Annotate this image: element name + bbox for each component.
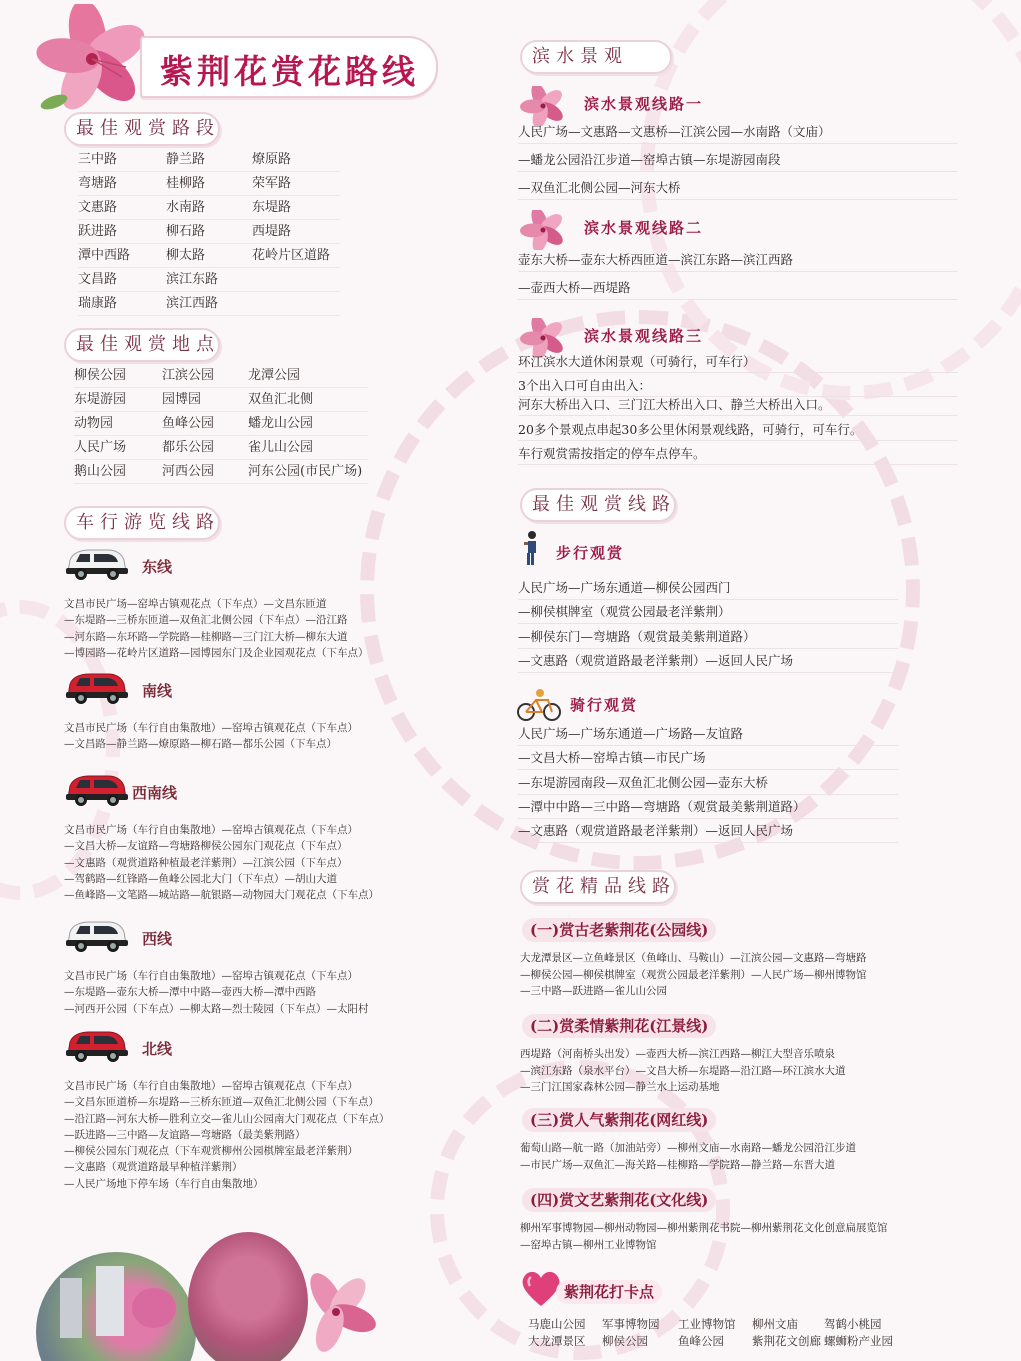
- route-line: 文昌市民广场（车行自由集散地）—窑埠古镇观花点（下车点）: [64, 824, 358, 836]
- car-route-name: 西线: [142, 930, 173, 948]
- waterfront-route-line: —蟠龙公园沿江步道—窑埠古镇—东堤游园南段: [518, 148, 958, 172]
- route-line: 文昌市民广场（车行自由集散地）—窑埠古镇观花点（下车点）: [64, 970, 358, 982]
- best-spots-list: [74, 364, 368, 484]
- route-line: —三门江国家森林公园—静兰水上运动基地: [520, 1081, 720, 1093]
- viewing-spot-item: 东堤游园: [74, 388, 162, 412]
- route-line: —文惠路（观赏道路最早种植洋紫荆）: [64, 1161, 243, 1174]
- checkin-item: 驾鹤小桃园: [824, 1317, 882, 1331]
- walk-route-line: —文惠路（观赏道路最老洋紫荆）—返回人民广场: [518, 649, 898, 673]
- waterfront-route-line: 3个出入口可自由出入：: [518, 375, 958, 397]
- road-section-item: 文惠路: [78, 196, 166, 220]
- bauhinia-flower-icon: [296, 1262, 376, 1361]
- route-line: 文昌市民广场（车行自由集散地）—窑埠古镇观花点（下车点）: [64, 1080, 358, 1092]
- red-car-icon: [64, 1028, 130, 1064]
- waterfront-heading: 滨水景观: [520, 40, 672, 74]
- checkin-item: 大龙潭景区: [528, 1334, 586, 1348]
- car-route-name: 东线: [142, 558, 173, 576]
- page-title: 紫荆花赏花路线: [160, 52, 419, 91]
- car-tours-heading: 车行游览线路: [64, 506, 220, 540]
- tree-bauhinia-photo: [188, 1232, 308, 1361]
- road-section-item: 滨江西路: [166, 292, 252, 316]
- fine-route-text: [520, 1220, 888, 1253]
- checkin-item: 军事博物园: [602, 1317, 660, 1331]
- route-line: 文昌市民广场—窑埠古镇观花点（下车点）—文昌东匝道: [64, 598, 327, 610]
- checkin-item: 柳州文庙: [752, 1317, 798, 1331]
- white-car-icon: [64, 546, 130, 582]
- waterfront-route-line: —双鱼汇北侧公园—河东大桥: [518, 176, 958, 200]
- checkin-item: 鱼峰公园: [678, 1334, 724, 1348]
- best-routes-heading: 最佳观赏线路: [520, 488, 676, 522]
- ride-route-line: —潭中中路—三中路—弯塘路（观赏最美紫荆道路）: [518, 795, 898, 819]
- bicycle-icon: [516, 688, 564, 726]
- road-section-item: 跃进路: [78, 220, 166, 244]
- road-section-item: 桂柳路: [166, 172, 252, 196]
- route-line: 葡萄山路—航一路（加油站旁）—柳州文庙—水南路—蟠龙公园沿江步道: [520, 1142, 856, 1154]
- car-route-name: 南线: [142, 682, 173, 700]
- waterfront-route-line: 20多个景观点串起30多公里休闲景观线路，可骑行，可车行。: [518, 419, 958, 441]
- road-section-item: 潭中西路: [78, 244, 166, 268]
- viewing-spot-item: 动物园: [74, 412, 162, 436]
- route-line: —沿江路—河东大桥—胜利立交—雀儿山公园南大门观花点（下车点）: [64, 1112, 390, 1125]
- viewing-spot-item: 河西公园: [162, 460, 248, 484]
- route-line: 柳州军事博物园—柳州动物园—柳州紫荆花书院—柳州紫荆花文化创意扁展览馆: [520, 1222, 888, 1234]
- road-section-item: 瑞康路: [78, 292, 166, 316]
- bauhinia-flower-icon: [32, 4, 152, 118]
- route-line: —文惠路（观赏道路种植最老洋紫荆）—江滨公园（下车点）: [64, 856, 348, 869]
- fine-route-text: [520, 950, 867, 1000]
- fine-route-title: (一)赏古老紫荆花(公园线): [522, 918, 716, 942]
- road-section-item: 文昌路: [78, 268, 166, 292]
- road-section-item: 三中路: [78, 148, 166, 172]
- route-line: 西堤路（河南桥头出发）—壶西大桥—滨江西路—柳江大型音乐喷泉: [520, 1048, 835, 1060]
- road-section-item: 柳石路: [166, 220, 252, 244]
- walk-route-line: 人民广场—广场东通道—柳侯公园西门: [518, 576, 898, 600]
- route-line: —市民广场—双鱼汇—海关路—桂柳路—学院路—静兰路—东晋大道: [520, 1158, 835, 1171]
- red-car-icon: [64, 772, 130, 808]
- viewing-spot-item: 柳侯公园: [74, 364, 162, 388]
- ride-route-line: —文昌大桥—窑埠古镇—市民广场: [518, 746, 898, 770]
- viewing-spot-item: 河东公园(市民广场): [248, 460, 368, 484]
- route-line: —东堤路—三桥东匝道—双鱼汇北侧公园（下车点）—沿江路: [64, 614, 348, 627]
- route-line: —人民广场地下停车场（车行自由集散地）: [64, 1177, 264, 1190]
- road-section-item: 水南路: [166, 196, 252, 220]
- city-bauhinia-photo: [36, 1252, 196, 1361]
- road-section-item: 燎原路: [252, 148, 340, 172]
- route-line: —河西开公园（下车点）—柳太路—烈士陵园（下车点）—太阳村: [64, 1002, 369, 1015]
- waterfront-route-line: 人民广场—文惠路—文惠桥—江滨公园—水南路（文庙）: [518, 120, 958, 144]
- route-line: —窑埠古镇—柳州工业博物馆: [520, 1238, 657, 1251]
- viewing-spot-item: 江滨公园: [162, 364, 248, 388]
- ride-route-line: —东堤游园南段—双鱼汇北侧公园—壶东大桥: [518, 771, 898, 795]
- car-route-name: 北线: [142, 1040, 173, 1058]
- car-route-text: [64, 1078, 390, 1192]
- viewing-spot-item: 雀儿山公园: [248, 436, 368, 460]
- fine-route-title: (三)赏人气紫荆花(网红线): [522, 1108, 716, 1132]
- route-line: —滨江东路（泉水平台）—文昌大桥—东堤路—沿江路—环江滨水大道: [520, 1064, 846, 1077]
- walk-route-line: —柳侯棋牌室（观赏公园最老洋紫荆）: [518, 600, 898, 624]
- ride-title: 骑行观赏: [570, 696, 639, 714]
- viewing-spot-item: 园博园: [162, 388, 248, 412]
- road-section-item: 东堤路: [252, 196, 340, 220]
- road-section-item: [252, 268, 340, 292]
- route-line: —跃进路—三中路—友谊路—弯塘路（最美紫荆路）: [64, 1128, 306, 1141]
- checkin-list: [528, 1316, 924, 1350]
- viewing-spot-item: 龙潭公园: [248, 364, 368, 388]
- road-section-item: 弯塘路: [78, 172, 166, 196]
- best-sections-heading: 最佳观赏路段: [64, 112, 220, 146]
- route-line: —文昌东匝道桥—东堤路—三桥东匝道—双鱼汇北侧公园（下车点）: [64, 1096, 379, 1109]
- route-line: —文昌大桥—友谊路—弯塘路柳侯公园东门观花点（下车点）: [64, 840, 348, 853]
- fine-route-text: [520, 1046, 846, 1096]
- red-car-icon: [64, 670, 130, 706]
- route-line: —文昌路—静兰路—燎原路—柳石路—都乐公园（下车点）: [64, 738, 337, 751]
- route-line: —三中路—跃进路—雀儿山公园: [520, 985, 667, 997]
- route-line: —柳侯公园东门观花点（下车观赏柳州公园棋牌室最老洋紫荆）: [64, 1145, 358, 1158]
- road-section-item: [252, 292, 340, 316]
- car-route-text: [64, 968, 369, 1017]
- road-section-item: 荣军路: [252, 172, 340, 196]
- waterfront-route-line: 车行观赏需按指定的停车点停车。: [518, 443, 958, 465]
- waterfront-route-title: 滨水景观线路一: [584, 95, 704, 113]
- route-line: —河东路—东环路—学院路—桂柳路—三门江大桥—柳东大道: [64, 630, 348, 643]
- route-line: —柳侯公园—柳侯棋牌室（观赏公园最老洋紫荆）—人民广场—柳州博物馆: [520, 968, 867, 981]
- checkin-item: 螺蛳粉产业园: [824, 1334, 893, 1348]
- checkin-item: 紫荆花文创廊: [752, 1334, 821, 1348]
- walk-title: 步行观赏: [556, 544, 625, 562]
- viewing-spot-item: 人民广场: [74, 436, 162, 460]
- ride-route-line: —文惠路（观赏道路最老洋紫荆）—返回人民广场: [518, 819, 898, 843]
- car-route-text: [64, 822, 379, 903]
- waterfront-route-line: —壶西大桥—西堤路: [518, 276, 958, 300]
- fine-routes-heading: 赏花精品线路: [520, 870, 676, 904]
- best-spots-heading: 最佳观赏地点: [64, 328, 220, 362]
- route-line: —博园路—花岭片区道路—园博园东门及企业园观花点（下车点）: [64, 646, 369, 659]
- route-line: —驾鹤路—红锋路—鱼峰公园北大门（下车点）—胡山大道: [64, 872, 337, 885]
- best-sections-list: [78, 148, 340, 316]
- walking-person-icon: [518, 530, 546, 570]
- viewing-spot-item: 鱼峰公园: [162, 412, 248, 436]
- car-route-name: 西南线: [132, 784, 178, 802]
- road-section-item: 花岭片区道路: [252, 244, 340, 268]
- checkin-title: 紫荆花打卡点: [556, 1280, 662, 1304]
- road-section-item: 柳太路: [166, 244, 252, 268]
- route-line: 文昌市民广场（车行自由集散地）—窑埠古镇观花点（下车点）: [64, 722, 358, 734]
- viewing-spot-item: 都乐公园: [162, 436, 248, 460]
- waterfront-route-line: 环江滨水大道休闲景观（可骑行，可车行）: [518, 351, 958, 373]
- waterfront-route-title: 滨水景观线路三: [584, 327, 704, 345]
- car-route-text: [64, 720, 358, 753]
- ride-route-line: 人民广场—广场东通道—广场路—友谊路: [518, 722, 898, 746]
- road-section-item: 西堤路: [252, 220, 340, 244]
- viewing-spot-item: 蟠龙山公园: [248, 412, 368, 436]
- road-section-item: 静兰路: [166, 148, 252, 172]
- title-banner: [140, 36, 438, 98]
- viewing-spot-item: 鹅山公园: [74, 460, 162, 484]
- fine-route-title: (四)赏文艺紫荆花(文化线): [522, 1188, 716, 1212]
- waterfront-route-title: 滨水景观线路二: [584, 219, 704, 237]
- road-section-item: 滨江东路: [166, 268, 252, 292]
- waterfront-route-line: 壶东大桥—壶东大桥西匝道—滨江东路—滨江西路: [518, 248, 958, 272]
- route-line: —鱼峰路—文笔路—城站路—航银路—动物园大门观花点（下车点）: [64, 889, 379, 902]
- viewing-spot-item: 双鱼汇北侧: [248, 388, 368, 412]
- walk-route-line: —柳侯东门—弯塘路（观赏最美紫荆道路）: [518, 625, 898, 649]
- checkin-item: 柳侯公园: [602, 1334, 648, 1348]
- white-car-icon: [64, 918, 130, 954]
- route-line: 大龙潭景区—立鱼峰景区（鱼峰山、马鞍山）—江滨公园—文惠路—弯塘路: [520, 952, 867, 964]
- waterfront-route-line: 河东大桥出入口、三门江大桥出入口、静兰大桥出入口。: [518, 394, 958, 416]
- fine-route-text: [520, 1140, 856, 1173]
- checkin-item: 工业博物馆: [678, 1317, 736, 1331]
- checkin-item: 马鹿山公园: [528, 1317, 586, 1331]
- route-line: —东堤路—壶东大桥—潭中中路—壶西大桥—潭中西路: [64, 986, 316, 999]
- car-route-text: [64, 596, 369, 661]
- fine-route-title: (二)赏柔情紫荆花(江景线): [522, 1014, 716, 1038]
